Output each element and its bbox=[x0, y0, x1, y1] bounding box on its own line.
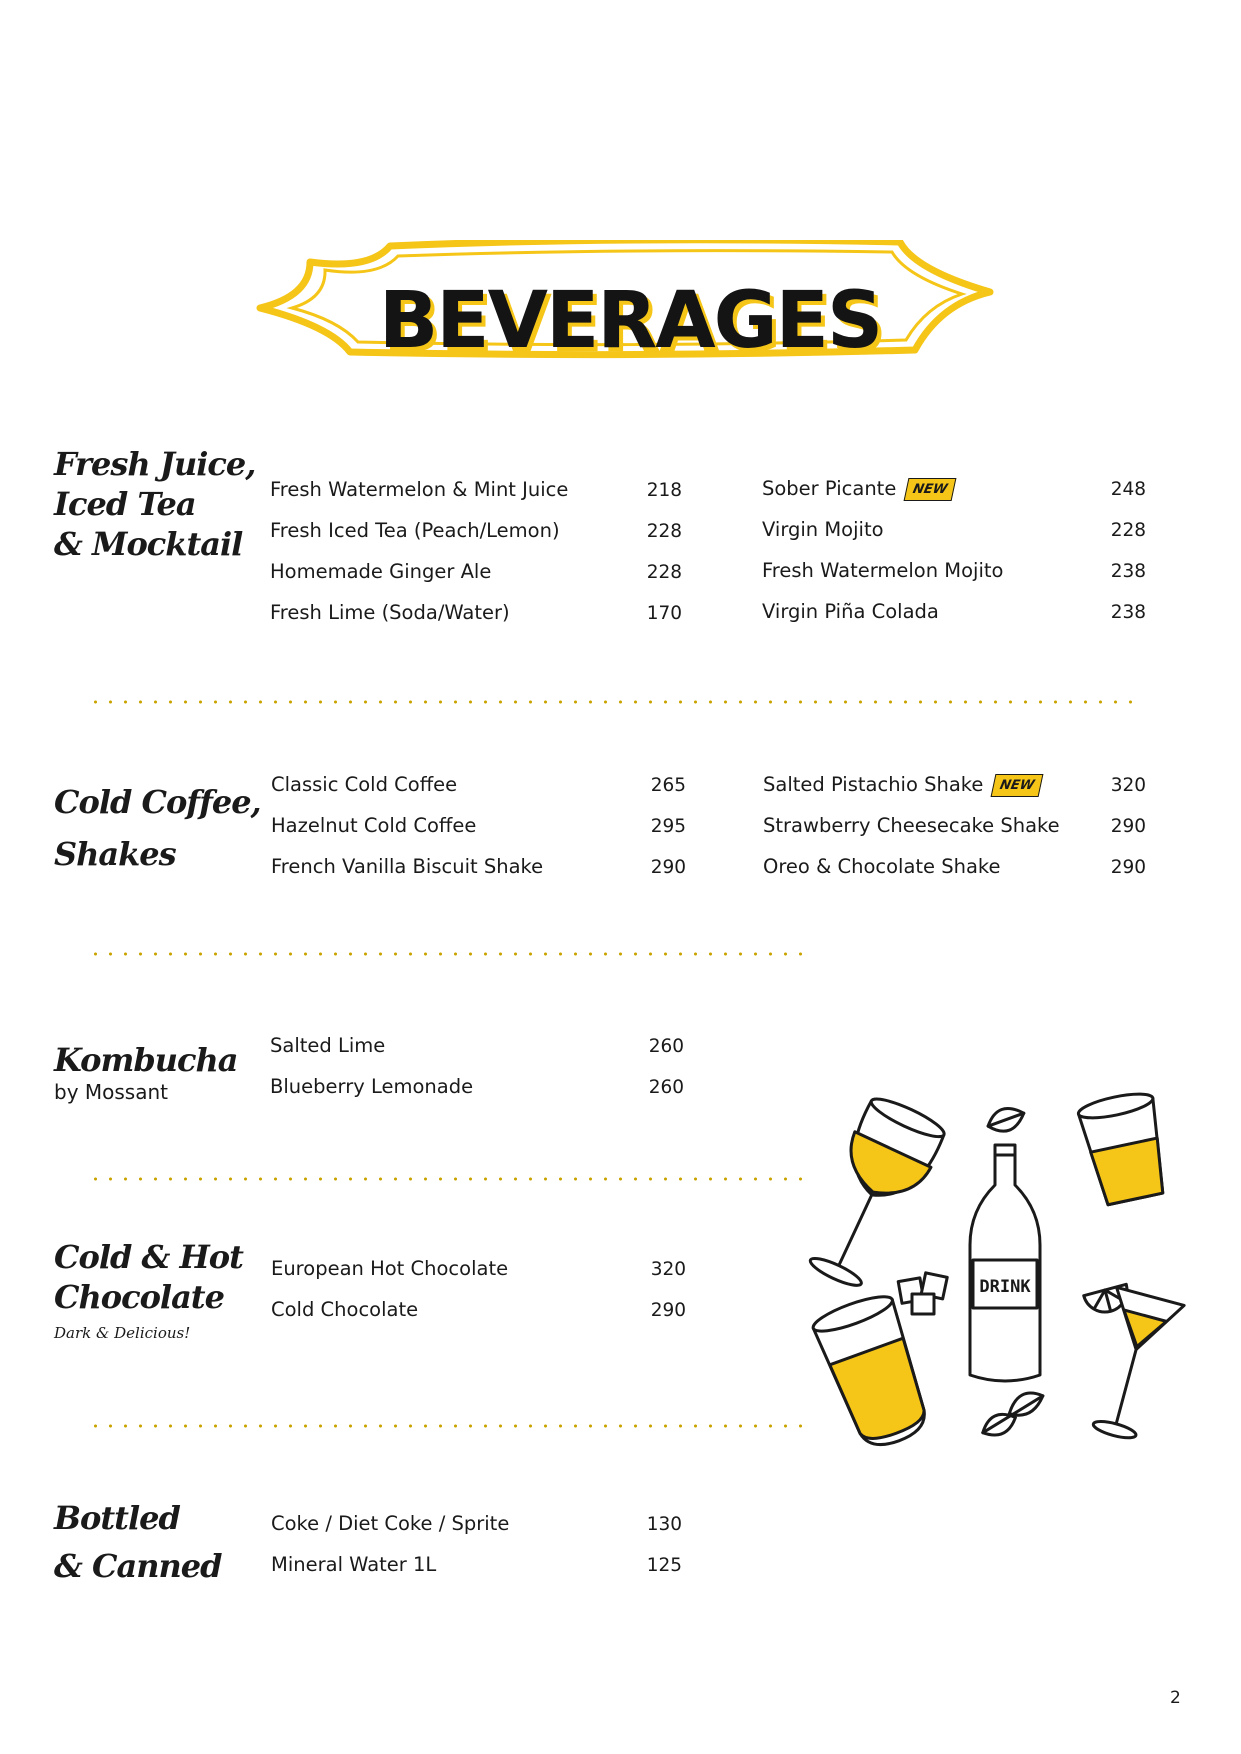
menu-item-name: Fresh Lime (Soda/Water) bbox=[270, 601, 510, 624]
menu-item-price: 290 bbox=[1110, 816, 1146, 837]
new-badge: NEW bbox=[904, 478, 957, 501]
drinks-illustration bbox=[800, 1085, 1200, 1505]
category-chocolate bbox=[54, 1237, 243, 1343]
tumbler-glass-icon bbox=[1077, 1089, 1173, 1207]
menu-item-name: Fresh Watermelon & Mint Juice bbox=[270, 478, 569, 501]
menu-item-price: 238 bbox=[1110, 602, 1146, 623]
menu-item-price: 248 bbox=[1110, 479, 1146, 500]
menu-item-name: Oreo & Chocolate Shake bbox=[763, 855, 1001, 878]
category-line: Bottled bbox=[54, 1499, 180, 1537]
menu-item-price: 228 bbox=[1110, 520, 1146, 541]
menu-item-name: European Hot Chocolate bbox=[271, 1257, 509, 1280]
menu-item-price: 260 bbox=[648, 1036, 684, 1057]
menu-item-label: Sober Picante bbox=[762, 477, 897, 500]
menu-item-price: 125 bbox=[646, 1555, 682, 1576]
dotted-divider bbox=[88, 700, 1138, 704]
menu-item-price: 320 bbox=[650, 1259, 686, 1280]
menu-item-name: Virgin Piña Colada bbox=[762, 600, 939, 623]
menu-item-name: Fresh Iced Tea (Peach/Lemon) bbox=[270, 519, 560, 542]
menu-item-price: 130 bbox=[646, 1514, 682, 1535]
menu-item-name: French Vanilla Biscuit Shake bbox=[271, 855, 544, 878]
menu-item-price: 265 bbox=[650, 775, 686, 796]
menu-item-name: Cold Chocolate bbox=[271, 1298, 419, 1321]
menu-item-price: 228 bbox=[646, 521, 682, 542]
menu-item-price: 228 bbox=[646, 562, 682, 583]
category-subtitle: by Mossant bbox=[54, 1080, 168, 1104]
menu-item-price: 290 bbox=[650, 1300, 686, 1321]
new-badge: NEW bbox=[991, 774, 1044, 797]
page-title: BEVERAGES bbox=[378, 276, 882, 366]
category-kombucha bbox=[54, 1040, 237, 1104]
leaf-icon bbox=[984, 1103, 1027, 1137]
menu-item-name: Fresh Watermelon Mojito bbox=[762, 559, 1004, 582]
menu-item-price: 290 bbox=[650, 857, 686, 878]
menu-item-price: 218 bbox=[646, 480, 682, 501]
bottle-icon bbox=[970, 1145, 1040, 1381]
menu-item-name: Hazelnut Cold Coffee bbox=[271, 814, 477, 837]
category-line: Cold & Hot bbox=[54, 1238, 243, 1276]
dotted-divider bbox=[88, 1424, 808, 1428]
menu-item-price: 290 bbox=[1110, 857, 1146, 878]
category-line: & Canned bbox=[54, 1547, 222, 1585]
category-line: Chocolate bbox=[54, 1278, 224, 1316]
menu-item-name: Salted Lime bbox=[270, 1034, 386, 1057]
category-cold-coffee bbox=[54, 776, 261, 880]
category-line: & Mocktail bbox=[54, 525, 243, 563]
menu-item-price: 320 bbox=[1110, 775, 1146, 796]
menu-item-price: 238 bbox=[1110, 561, 1146, 582]
category-tagline: Dark & Delicious! bbox=[54, 1324, 191, 1342]
menu-item-name: Mineral Water 1L bbox=[271, 1553, 437, 1576]
menu-item-name: Coke / Diet Coke / Sprite bbox=[271, 1512, 510, 1535]
drinks-illustration-svg bbox=[800, 1085, 1200, 1505]
category-line: Shakes bbox=[54, 835, 176, 873]
bottle-label: DRINK bbox=[979, 1277, 1031, 1297]
menu-item-name: Classic Cold Coffee bbox=[271, 773, 458, 796]
menu-item-name: Homemade Ginger Ale bbox=[270, 560, 492, 583]
menu-item-name bbox=[762, 477, 954, 501]
category-line: Iced Tea bbox=[54, 485, 196, 523]
category-line: Kombucha bbox=[54, 1041, 238, 1079]
wine-glass-icon bbox=[800, 1092, 950, 1296]
category-fresh-juice bbox=[54, 444, 255, 564]
menu-item-name: Blueberry Lemonade bbox=[270, 1075, 474, 1098]
menu-item-price: 295 bbox=[650, 816, 686, 837]
leaves-icon bbox=[975, 1387, 1050, 1441]
menu-item-label: Salted Pistachio Shake bbox=[763, 773, 984, 796]
page-number: 2 bbox=[1170, 1688, 1181, 1708]
dotted-divider bbox=[88, 952, 808, 956]
menu-item-price: 170 bbox=[646, 603, 682, 624]
category-bottled bbox=[54, 1494, 222, 1590]
ice-cubes-icon bbox=[898, 1273, 947, 1314]
category-line: Fresh Juice, bbox=[54, 445, 256, 483]
menu-item-name bbox=[763, 773, 1041, 797]
menu-item-name: Virgin Mojito bbox=[762, 518, 884, 541]
dotted-divider bbox=[88, 1177, 808, 1181]
menu-item-price: 260 bbox=[648, 1077, 684, 1098]
menu-item-name: Strawberry Cheesecake Shake bbox=[763, 814, 1060, 837]
title-banner bbox=[250, 240, 1010, 390]
category-line: Cold Coffee, bbox=[54, 783, 261, 821]
